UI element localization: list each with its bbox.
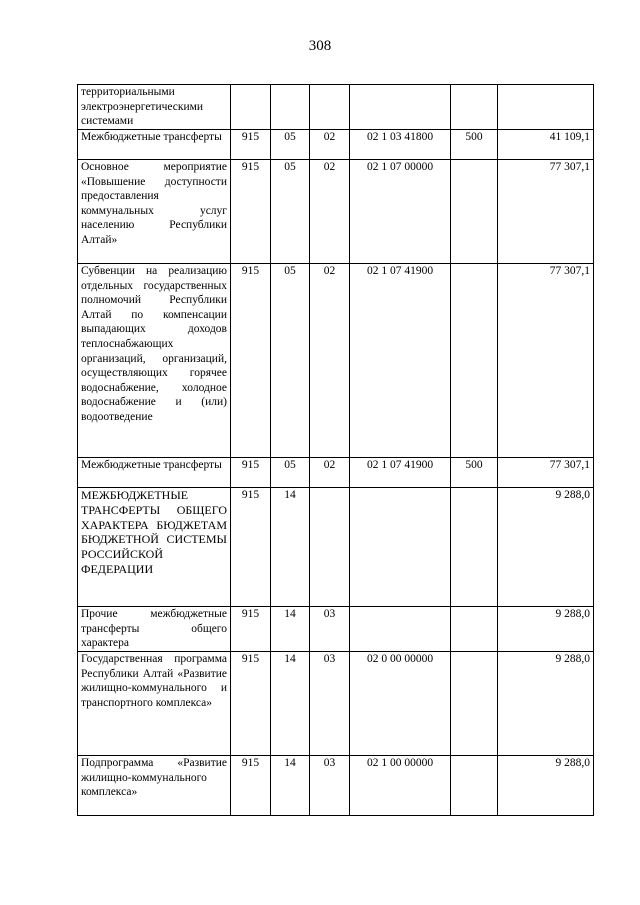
cell-name: Субвенции на реализацию отдельных государственных полномочий Республики Алтай по компенсации выпадающих доходов теплоснабжающих организаций, организаций, осуществляющих горячее водоснабжение, холодное водоснабжение и (или) водоотведение xyxy=(78,264,231,458)
cell-sum: 9 288,0 xyxy=(498,488,594,607)
cell-csr xyxy=(350,607,451,652)
cell-grbs xyxy=(231,85,271,130)
cell-rz: 05 xyxy=(271,264,310,458)
cell-name: Прочие межбюджетные трансферты общего характера xyxy=(78,607,231,652)
cell-sum: 9 288,0 xyxy=(498,652,594,756)
budget-table xyxy=(77,84,594,816)
cell-sum: 9 288,0 xyxy=(498,607,594,652)
cell-vr: 500 xyxy=(451,458,498,488)
cell-rz: 14 xyxy=(271,652,310,756)
cell-vr xyxy=(451,652,498,756)
cell-pr xyxy=(310,488,350,607)
table-row xyxy=(78,756,594,816)
cell-pr: 02 xyxy=(310,458,350,488)
table-row xyxy=(78,160,594,264)
cell-grbs: 915 xyxy=(231,160,271,264)
cell-vr xyxy=(451,488,498,607)
cell-csr: 02 1 07 00000 xyxy=(350,160,451,264)
cell-pr: 03 xyxy=(310,607,350,652)
cell-sum: 77 307,1 xyxy=(498,458,594,488)
cell-name: Межбюджетные трансферты xyxy=(78,130,231,160)
cell-pr: 02 xyxy=(310,130,350,160)
cell-csr: 02 1 07 41900 xyxy=(350,264,451,458)
cell-vr xyxy=(451,160,498,264)
table-row xyxy=(78,130,594,160)
cell-pr: 02 xyxy=(310,160,350,264)
cell-csr: 02 0 00 00000 xyxy=(350,652,451,756)
cell-sum: 77 307,1 xyxy=(498,160,594,264)
cell-csr: 02 1 03 41800 xyxy=(350,130,451,160)
cell-csr xyxy=(350,488,451,607)
cell-name: Подпрограмма «Развитие жилищно-коммунального комплекса» xyxy=(78,756,231,816)
table-row xyxy=(78,85,594,130)
cell-pr: 03 xyxy=(310,652,350,756)
cell-rz: 14 xyxy=(271,756,310,816)
cell-name: Основное мероприятие «Повышение доступности предоставления коммунальных услуг населению Республики Алтай» xyxy=(78,160,231,264)
cell-vr xyxy=(451,264,498,458)
table-row xyxy=(78,264,594,458)
cell-grbs: 915 xyxy=(231,607,271,652)
cell-name: территориальными электроэнергетическими системами xyxy=(78,85,231,130)
cell-pr: 03 xyxy=(310,756,350,816)
cell-vr xyxy=(451,85,498,130)
cell-csr: 02 1 07 41900 xyxy=(350,458,451,488)
cell-rz xyxy=(271,85,310,130)
cell-rz: 05 xyxy=(271,160,310,264)
cell-pr xyxy=(310,85,350,130)
cell-csr: 02 1 00 00000 xyxy=(350,756,451,816)
cell-name: Государственная программа Республики Алтай «Развитие жилищно-коммунального и транспортного комплекса» xyxy=(78,652,231,756)
table-row xyxy=(78,458,594,488)
page-number: 308 xyxy=(308,38,332,54)
cell-grbs: 915 xyxy=(231,488,271,607)
cell-sum xyxy=(498,85,594,130)
cell-grbs: 915 xyxy=(231,756,271,816)
cell-rz: 05 xyxy=(271,130,310,160)
cell-rz: 14 xyxy=(271,488,310,607)
cell-grbs: 915 xyxy=(231,458,271,488)
cell-grbs: 915 xyxy=(231,264,271,458)
cell-vr xyxy=(451,756,498,816)
table-row xyxy=(78,607,594,652)
cell-rz: 05 xyxy=(271,458,310,488)
cell-name: Межбюджетные трансферты xyxy=(78,458,231,488)
cell-name: МЕЖБЮДЖЕТНЫЕ ТРАНСФЕРТЫ ОБЩЕГО ХАРАКТЕРА БЮДЖЕТАМ БЮДЖЕТНОЙ СИСТЕМЫ РОССИЙСКОЙ ФЕДЕРАЦИИ xyxy=(78,488,231,607)
cell-grbs: 915 xyxy=(231,652,271,756)
cell-rz: 14 xyxy=(271,607,310,652)
cell-vr: 500 xyxy=(451,130,498,160)
table-row xyxy=(78,488,594,607)
cell-grbs: 915 xyxy=(231,130,271,160)
cell-vr xyxy=(451,607,498,652)
table-row xyxy=(78,652,594,756)
cell-sum: 77 307,1 xyxy=(498,264,594,458)
cell-pr: 02 xyxy=(310,264,350,458)
cell-sum: 41 109,1 xyxy=(498,130,594,160)
cell-sum: 9 288,0 xyxy=(498,756,594,816)
cell-csr xyxy=(350,85,451,130)
